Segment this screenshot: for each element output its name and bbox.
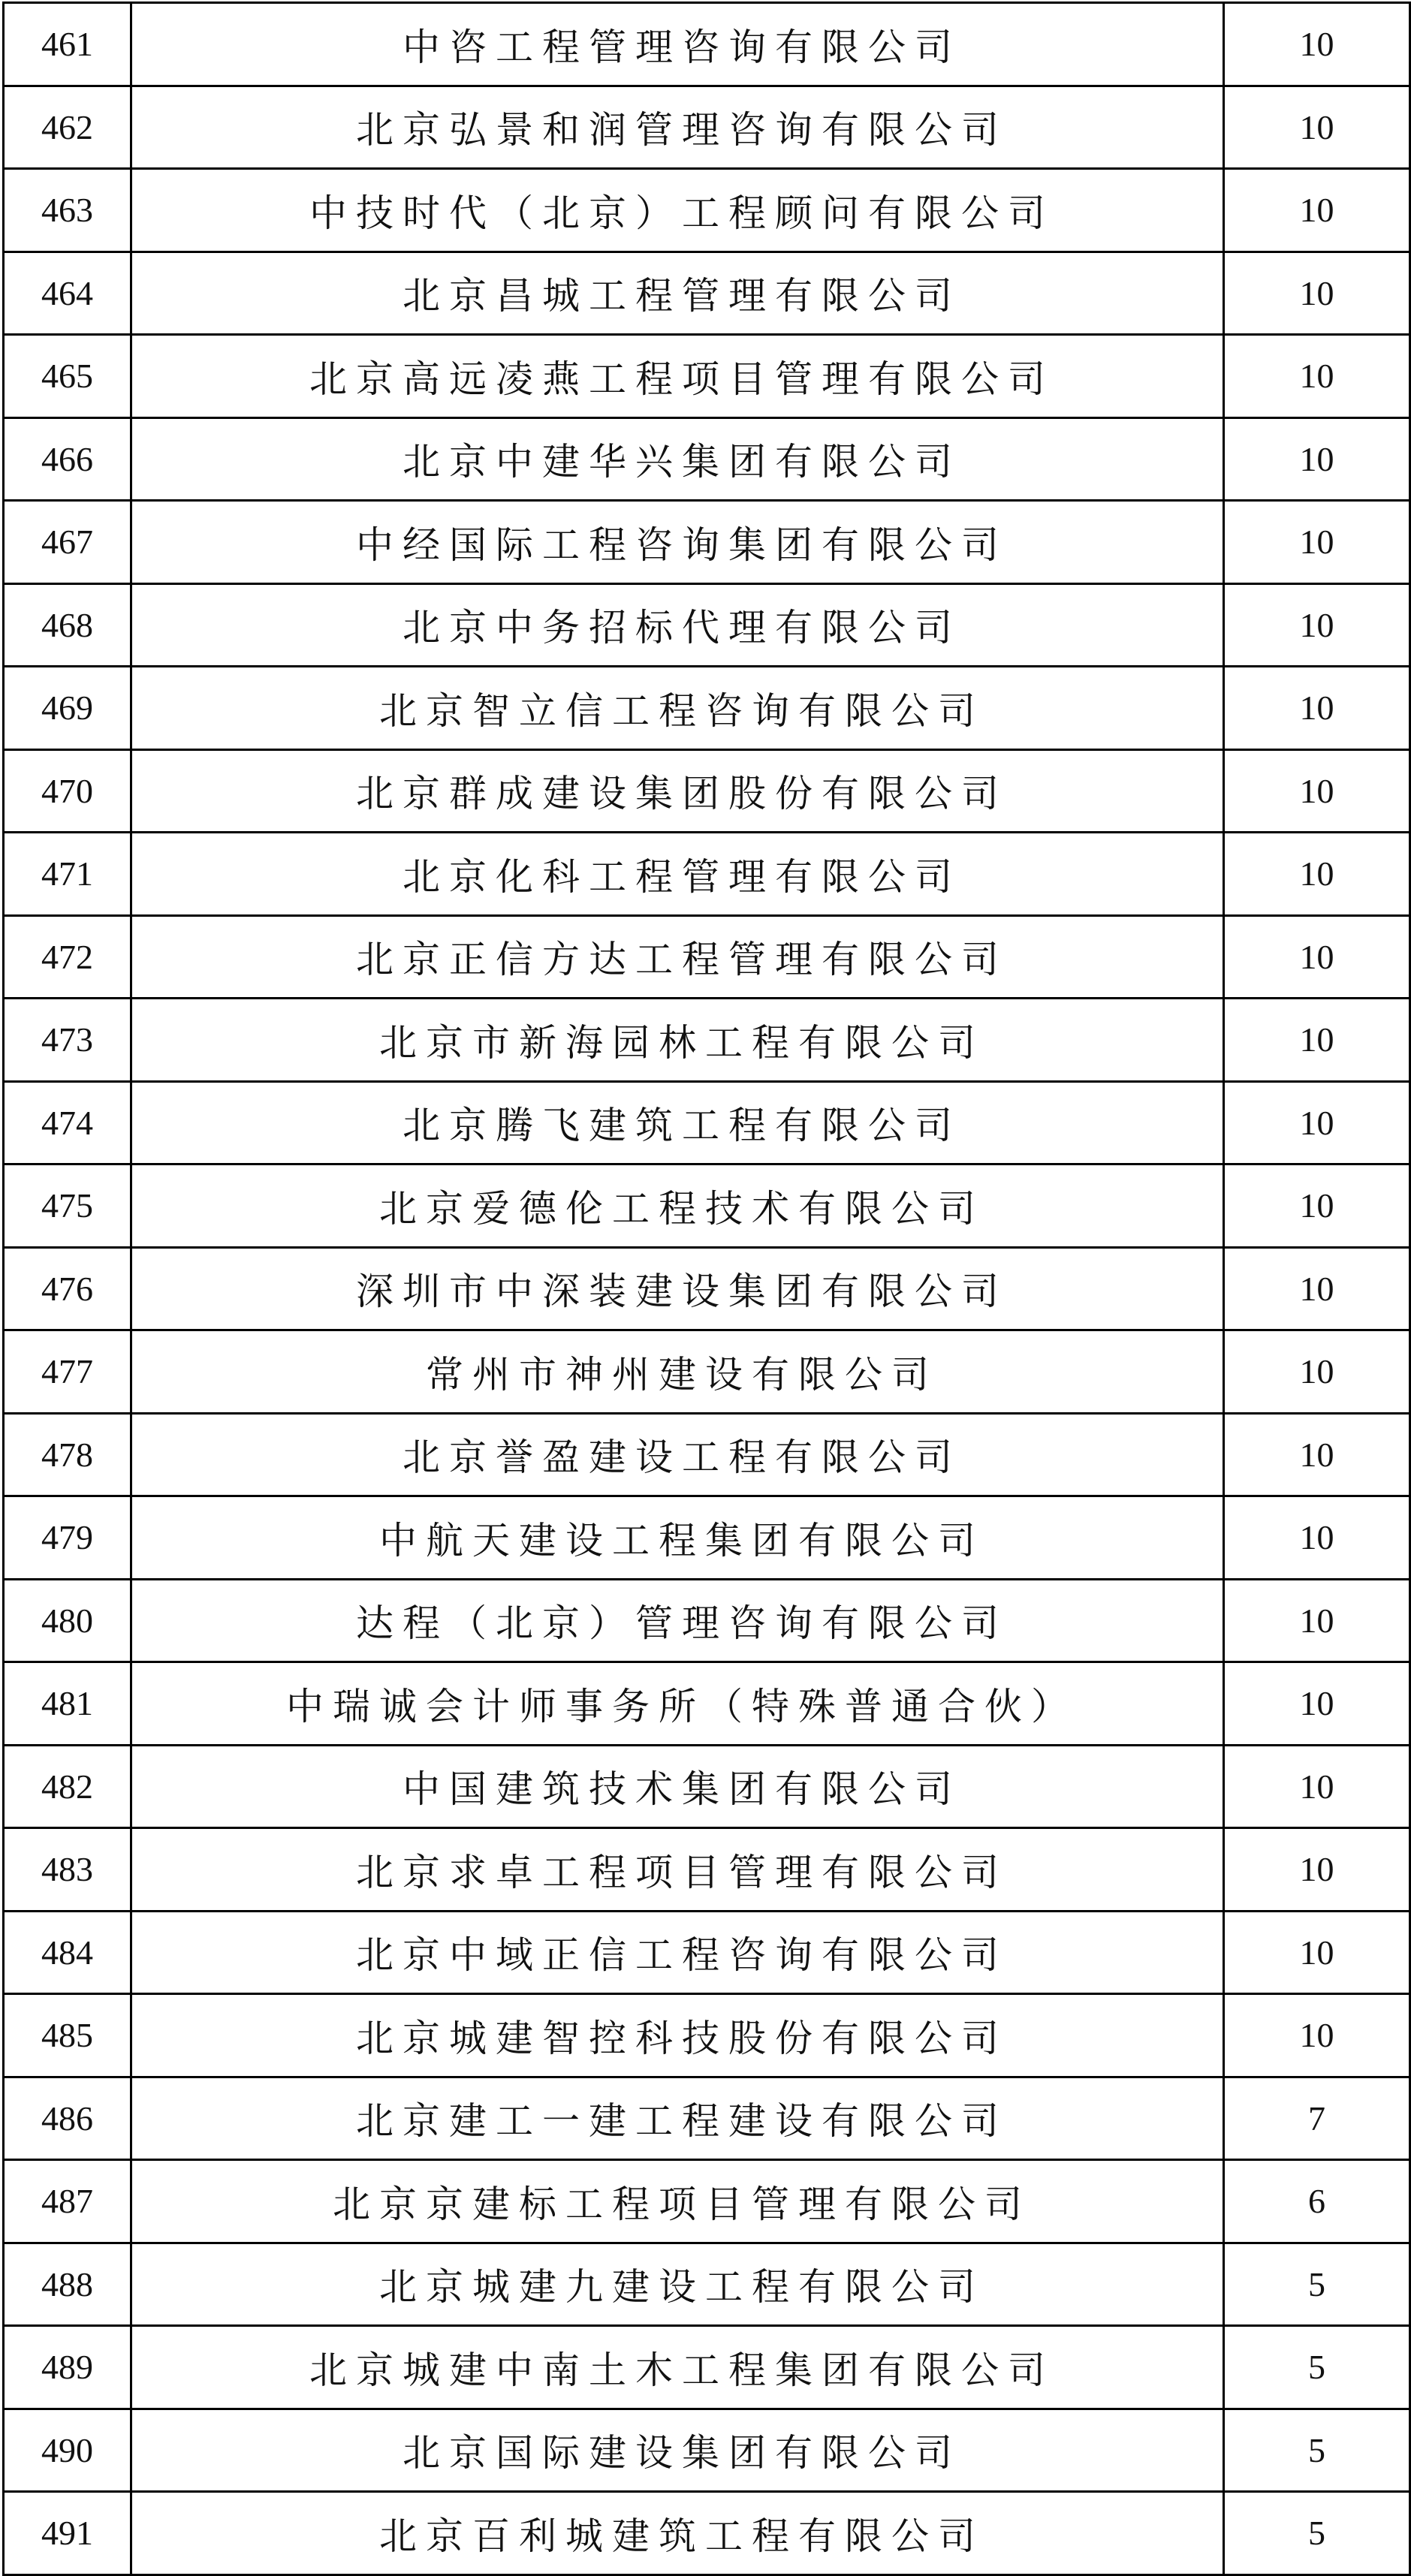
score-cell: 10 — [1224, 335, 1410, 418]
company-name-cell: 达程（北京）管理咨询有限公司 — [131, 1579, 1224, 1662]
company-score-table — [2, 2, 1411, 2576]
company-name-cell: 北京城建智控科技股份有限公司 — [131, 1994, 1224, 2077]
table-row — [4, 1081, 1410, 1164]
table-row — [4, 2243, 1410, 2326]
table-row — [4, 501, 1410, 584]
table-row — [4, 2326, 1410, 2409]
score-cell: 10 — [1224, 1247, 1410, 1330]
row-number-cell: 464 — [4, 252, 131, 335]
company-name-cell: 北京百利城建筑工程有限公司 — [131, 2492, 1224, 2575]
table-row — [4, 86, 1410, 169]
score-cell: 10 — [1224, 1081, 1410, 1164]
company-name-cell: 北京中建华兴集团有限公司 — [131, 417, 1224, 501]
row-number-cell: 487 — [4, 2160, 131, 2243]
score-cell: 10 — [1224, 749, 1410, 833]
table-row — [4, 1911, 1410, 1994]
row-number-cell: 477 — [4, 1330, 131, 1414]
score-cell: 10 — [1224, 169, 1410, 252]
score-cell: 5 — [1224, 2492, 1410, 2575]
score-cell: 10 — [1224, 1330, 1410, 1414]
row-number-cell: 471 — [4, 833, 131, 916]
score-cell: 10 — [1224, 86, 1410, 169]
table-row — [4, 1745, 1410, 1828]
score-cell: 10 — [1224, 1164, 1410, 1248]
table-row — [4, 335, 1410, 418]
company-name-cell: 北京誉盈建设工程有限公司 — [131, 1413, 1224, 1496]
row-number-cell: 474 — [4, 1081, 131, 1164]
score-cell: 5 — [1224, 2409, 1410, 2492]
company-name-cell: 北京群成建设集团股份有限公司 — [131, 749, 1224, 833]
company-name-cell: 北京智立信工程咨询有限公司 — [131, 667, 1224, 750]
score-cell: 10 — [1224, 1413, 1410, 1496]
table-row — [4, 417, 1410, 501]
row-number-cell: 467 — [4, 501, 131, 584]
company-name-cell: 北京中务招标代理有限公司 — [131, 583, 1224, 667]
row-number-cell: 483 — [4, 1828, 131, 1912]
score-cell: 10 — [1224, 252, 1410, 335]
table-row — [4, 1662, 1410, 1746]
score-cell: 6 — [1224, 2160, 1410, 2243]
table-row — [4, 169, 1410, 252]
company-name-cell: 北京城建中南土木工程集团有限公司 — [131, 2326, 1224, 2409]
table-row — [4, 915, 1410, 999]
company-name-cell: 常州市神州建设有限公司 — [131, 1330, 1224, 1414]
table-row — [4, 2077, 1410, 2160]
table-row — [4, 1164, 1410, 1248]
company-name-cell: 深圳市中深装建设集团有限公司 — [131, 1247, 1224, 1330]
table-row — [4, 1247, 1410, 1330]
row-number-cell: 490 — [4, 2409, 131, 2492]
table-row — [4, 583, 1410, 667]
company-name-cell: 中瑞诚会计师事务所（特殊普通合伙） — [131, 1662, 1224, 1746]
score-cell: 5 — [1224, 2326, 1410, 2409]
row-number-cell: 473 — [4, 999, 131, 1082]
row-number-cell: 465 — [4, 335, 131, 418]
row-number-cell: 488 — [4, 2243, 131, 2326]
row-number-cell: 479 — [4, 1496, 131, 1580]
score-cell: 10 — [1224, 1745, 1410, 1828]
row-number-cell: 462 — [4, 86, 131, 169]
table-row — [4, 1579, 1410, 1662]
row-number-cell: 463 — [4, 169, 131, 252]
row-number-cell: 470 — [4, 749, 131, 833]
score-cell: 10 — [1224, 1496, 1410, 1580]
row-number-cell: 482 — [4, 1745, 131, 1828]
table-row — [4, 252, 1410, 335]
score-cell: 10 — [1224, 1579, 1410, 1662]
company-name-cell: 北京化科工程管理有限公司 — [131, 833, 1224, 916]
company-name-cell: 北京国际建设集团有限公司 — [131, 2409, 1224, 2492]
company-name-cell: 中咨工程管理咨询有限公司 — [131, 3, 1224, 86]
score-cell: 10 — [1224, 667, 1410, 750]
row-number-cell: 484 — [4, 1911, 131, 1994]
company-name-cell: 北京城建九建设工程有限公司 — [131, 2243, 1224, 2326]
table-row — [4, 749, 1410, 833]
company-name-cell: 中国建筑技术集团有限公司 — [131, 1745, 1224, 1828]
score-cell: 10 — [1224, 3, 1410, 86]
score-cell: 10 — [1224, 915, 1410, 999]
row-number-cell: 472 — [4, 915, 131, 999]
score-cell: 10 — [1224, 833, 1410, 916]
score-cell: 10 — [1224, 417, 1410, 501]
score-cell: 10 — [1224, 1828, 1410, 1912]
table-row — [4, 3, 1410, 86]
table-row — [4, 667, 1410, 750]
table-body — [4, 3, 1410, 2575]
row-number-cell: 491 — [4, 2492, 131, 2575]
row-number-cell: 478 — [4, 1413, 131, 1496]
row-number-cell: 475 — [4, 1164, 131, 1248]
score-cell: 10 — [1224, 999, 1410, 1082]
company-name-cell: 北京京建标工程项目管理有限公司 — [131, 2160, 1224, 2243]
score-cell: 10 — [1224, 1662, 1410, 1746]
table-row — [4, 1330, 1410, 1414]
company-name-cell: 北京中域正信工程咨询有限公司 — [131, 1911, 1224, 1994]
table-row — [4, 2409, 1410, 2492]
row-number-cell: 485 — [4, 1994, 131, 2077]
table-row — [4, 1828, 1410, 1912]
company-name-cell: 中技时代（北京）工程顾问有限公司 — [131, 169, 1224, 252]
company-name-cell: 北京建工一建工程建设有限公司 — [131, 2077, 1224, 2160]
table-row — [4, 999, 1410, 1082]
table-row — [4, 1496, 1410, 1580]
row-number-cell: 489 — [4, 2326, 131, 2409]
table-row — [4, 2492, 1410, 2575]
company-name-cell: 中航天建设工程集团有限公司 — [131, 1496, 1224, 1580]
row-number-cell: 469 — [4, 667, 131, 750]
company-name-cell: 北京高远凌燕工程项目管理有限公司 — [131, 335, 1224, 418]
company-name-cell: 中经国际工程咨询集团有限公司 — [131, 501, 1224, 584]
row-number-cell: 461 — [4, 3, 131, 86]
company-name-cell: 北京腾飞建筑工程有限公司 — [131, 1081, 1224, 1164]
company-name-cell: 北京爱德伦工程技术有限公司 — [131, 1164, 1224, 1248]
row-number-cell: 481 — [4, 1662, 131, 1746]
row-number-cell: 466 — [4, 417, 131, 501]
company-name-cell: 北京昌城工程管理有限公司 — [131, 252, 1224, 335]
score-cell: 10 — [1224, 1994, 1410, 2077]
score-cell: 10 — [1224, 583, 1410, 667]
row-number-cell: 476 — [4, 1247, 131, 1330]
table-row — [4, 1413, 1410, 1496]
company-name-cell: 北京求卓工程项目管理有限公司 — [131, 1828, 1224, 1912]
row-number-cell: 468 — [4, 583, 131, 667]
company-name-cell: 北京弘景和润管理咨询有限公司 — [131, 86, 1224, 169]
table-row — [4, 833, 1410, 916]
table-row — [4, 2160, 1410, 2243]
company-name-cell: 北京正信方达工程管理有限公司 — [131, 915, 1224, 999]
row-number-cell: 480 — [4, 1579, 131, 1662]
score-cell: 10 — [1224, 501, 1410, 584]
score-cell: 10 — [1224, 1911, 1410, 1994]
table-row — [4, 1994, 1410, 2077]
company-name-cell: 北京市新海园林工程有限公司 — [131, 999, 1224, 1082]
score-cell: 7 — [1224, 2077, 1410, 2160]
score-cell: 5 — [1224, 2243, 1410, 2326]
row-number-cell: 486 — [4, 2077, 131, 2160]
